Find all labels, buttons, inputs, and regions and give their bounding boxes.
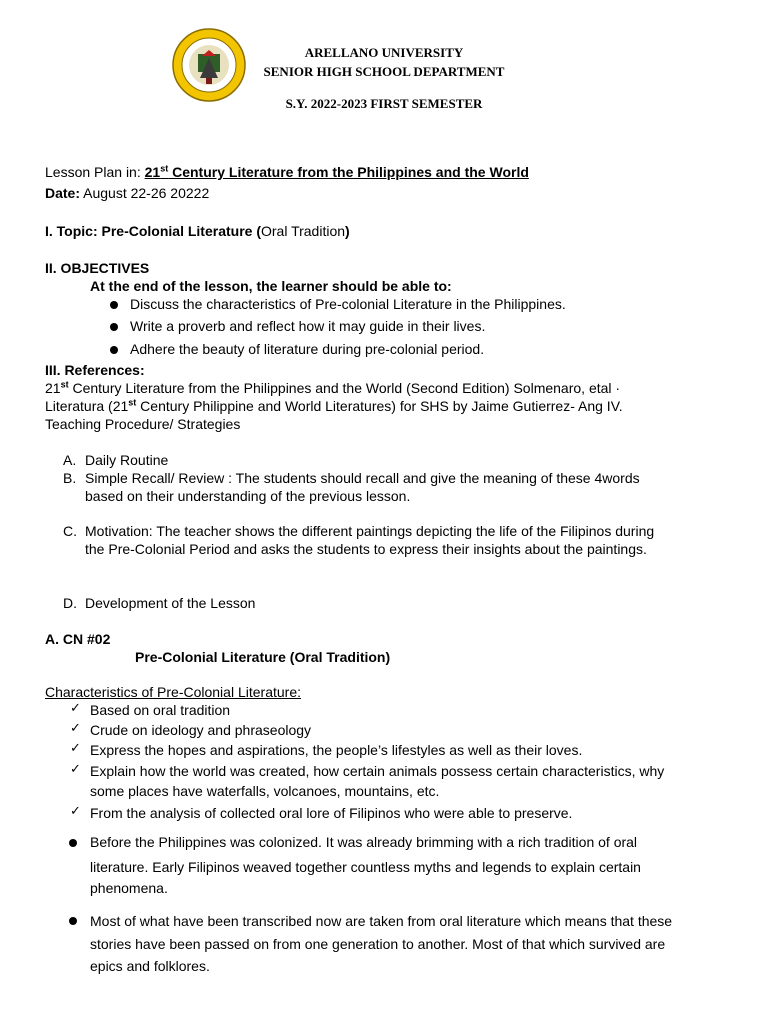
date-value: August 22-26 20222 [80,185,210,201]
lesson-plan-line [45,164,529,180]
procedure-a-label: A. [63,452,77,468]
topic-line: I. Topic: Pre-Colonial Literature (Oral Tradition) [45,223,350,239]
paragraph-2-line: stories have been passed on from one generation to another. Most of that which survived are [90,936,666,952]
reference-line-2: Literatura (21st Century Philippine and World Literatures) for SHS by Jaime Gutierrez- Ang IV. [45,397,623,414]
checkmark-icon: ✓ [70,740,81,755]
references-heading: III. References: [45,362,145,378]
checkmark-icon: ✓ [70,720,81,735]
characteristic-item: Crude on ideology and phraseology [90,722,312,738]
procedure-b-label: B. [63,470,77,486]
lesson-plan-subject: 21st Century Literature from the Philippines and the World [144,163,529,180]
reference-line-1: 21st Century Literature from the Philippines and the World (Second Edition) Solmenaro, etal · [45,379,621,396]
department-name: SENIOR HIGH SCHOOL DEPARTMENT [263,64,505,79]
checkmark-icon: ✓ [70,700,81,715]
date-line [45,185,209,201]
characteristic-item: Explain how the world was created, how certain animals possess certain characteristics, why [90,763,665,779]
procedure-b-text: Simple Recall/ Review : The students should recall and give the meaning of these 4words [85,470,640,486]
paragraph-2-line: Most of what have been transcribed now are taken from oral literature which means that these [90,913,673,929]
characteristic-item-cont: some places have waterfalls, volcanoes, mountains, etc. [90,783,440,799]
bullet-dot-icon [110,301,118,309]
bullet-dot-icon [69,917,77,925]
characteristics-heading: Characteristics of Pre-Colonial Literature: [45,684,301,700]
paragraph-1-line: Before the Philippines was colonized. It was already brimming with a rich tradition of oral [90,834,638,850]
procedure-d-label: D. [63,595,77,611]
paragraph-2-line: epics and folklores. [90,958,210,974]
lesson-plan-label: Lesson Plan in: [45,164,145,180]
paragraph-1-line: phenomena. [90,880,168,896]
checkmark-icon: ✓ [70,761,81,776]
procedure-c-text-cont: the Pre-Colonial Period and asks the students to express their insights about the paintings. [85,541,647,557]
characteristic-item: Express the hopes and aspirations, the people’s lifestyles as well as their loves. [90,742,583,758]
university-name: ARELLANO UNIVERSITY [304,45,464,60]
procedure-c-text: Motivation: The teacher shows the different paintings depicting the life of the Filipinos during [85,523,655,539]
procedure-a-text: Daily Routine [85,452,169,468]
objective-item: Adhere the beauty of literature during pre-colonial period. [130,341,485,357]
date-label: Date: [45,185,81,201]
objectives-heading: II. OBJECTIVES [45,260,150,276]
teaching-procedure-label: Teaching Procedure/ Strategies [45,416,241,432]
cn-label: A. CN #02 [45,631,111,647]
procedure-c-label: C. [63,523,77,539]
objective-item: Discuss the characteristics of Pre-colonial Literature in the Philippines. [130,296,566,312]
paragraph-1-line: literature. Early Filipinos weaved together countless myths and legends to explain certain [90,859,641,875]
characteristic-item: From the analysis of collected oral lore of Filipinos who were able to preserve. [90,805,573,821]
characteristic-item: Based on oral tradition [90,702,231,718]
bullet-dot-icon [110,346,118,354]
school-year: S.Y. 2022-2023 FIRST SEMESTER [285,96,483,111]
objectives-intro: At the end of the lesson, the learner should be able to: [90,278,452,294]
bullet-dot-icon [69,839,77,847]
objective-item: Write a proverb and reflect how it may guide in their lives. [130,318,486,334]
procedure-d-text: Development of the Lesson [85,595,256,611]
cn-title: Pre-Colonial Literature (Oral Tradition) [135,649,391,665]
procedure-b-text-cont: based on their understanding of the previous lesson. [85,488,411,504]
checkmark-icon: ✓ [70,803,81,818]
bullet-dot-icon [110,323,118,331]
